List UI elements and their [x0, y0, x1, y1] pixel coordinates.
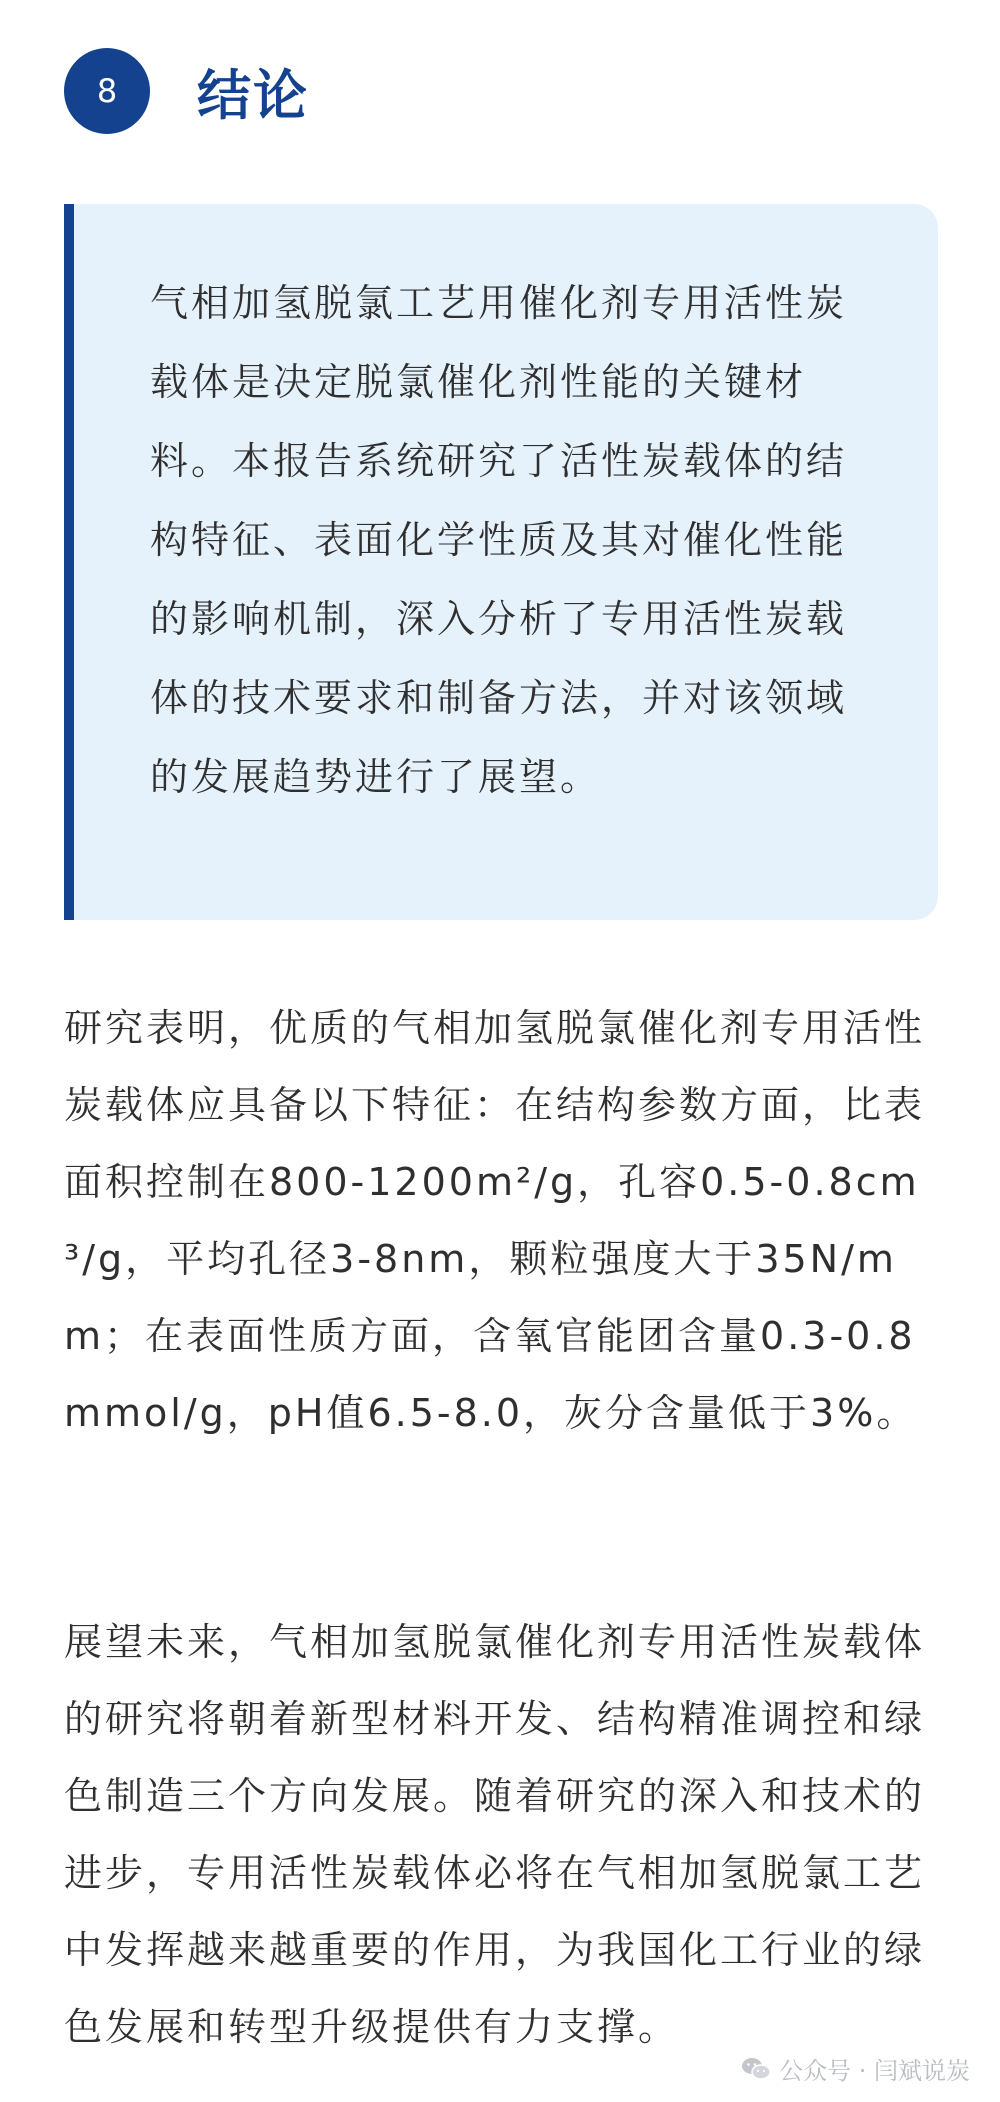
summary-box: [64, 204, 938, 920]
watermark: [741, 2051, 970, 2086]
paragraph-outlook: 展望未来，气相加氢脱氯催化剂专用活性炭载体的研究将朝着新型材料开发、结构精准调控和绿色制造三个方向发展。随着研究的深入和技术的进步，专用活性炭载体必将在气相加氢脱氯工艺中发挥越来越重要的作用，为我国化工行业的绿色发展和转型升级提供有力支撑。: [64, 1620, 926, 2049]
section-title: 结论: [197, 63, 309, 127]
section-header: [64, 48, 309, 134]
wechat-icon: [741, 2056, 771, 2082]
paragraph-findings: 研究表明，优质的气相加氢脱氯催化剂专用活性炭载体应具备以下特征：在结构参数方面，比表面积控制在800-1200m²/g，孔容0.5-0.8cm³/g，平均孔径3-8nm，颗粒强度大于35N/mm；在表面性质方面，含氧官能团含量0.3-0.8mmol/g，pH值6.5-8.0，灰分含量低于3%。: [64, 1006, 926, 1435]
watermark-text: 公众号 · 闫斌说炭: [779, 2057, 970, 2085]
summary-text: 气相加氢脱氯工艺用催化剂专用活性炭载体是决定脱氯催化剂性能的关键材料。本报告系统研究了活性炭载体的结构特征、表面化学性质及其对催化性能的影响机制，深入分析了专用活性炭载体的技术要求和制备方法，并对该领域的发展趋势进行了展望。: [150, 281, 848, 799]
section-number-badge: 8: [64, 48, 150, 134]
